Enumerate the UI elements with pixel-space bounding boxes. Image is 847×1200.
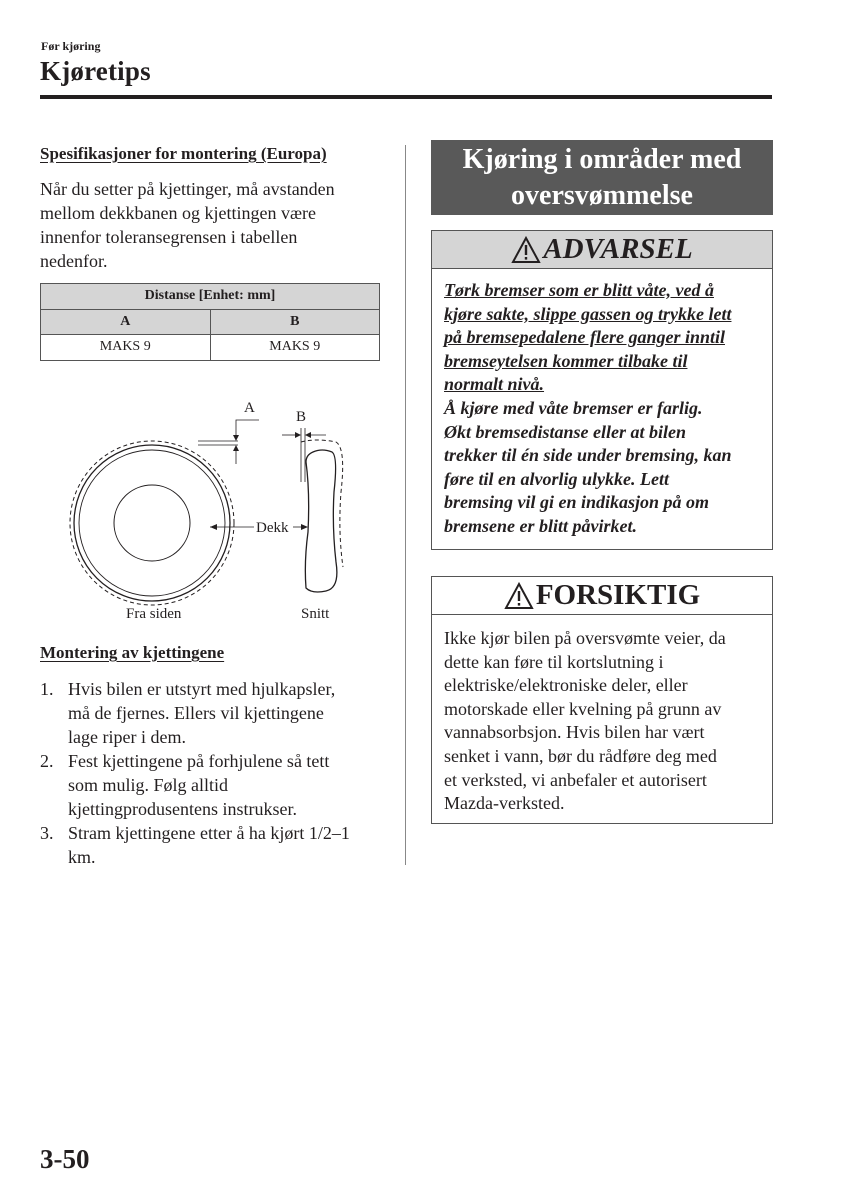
warning-line: føre til en alvorlig ulykke. Lett	[444, 468, 669, 489]
dim-a-arrow-bottom	[233, 445, 239, 451]
banner-line: oversvømmelse	[511, 180, 693, 211]
step-line: kjettingprodusentens instrukser.	[68, 799, 297, 819]
caution-header	[432, 577, 772, 615]
warning-header	[432, 231, 772, 269]
warning-line: bremsing vil gi en indikasjon på om	[444, 492, 710, 513]
mount-heading: Montering av kjettingene	[40, 643, 225, 662]
step-number: 3.	[40, 823, 54, 843]
caution-title: FORSIKTIG	[535, 579, 701, 611]
column-header-b: B	[210, 309, 380, 335]
caution-line: elektriske/elektroniske deler, eller	[444, 675, 688, 696]
caution-box	[431, 576, 773, 824]
spec-line: Når du setter på kjettinger, må avstanden	[40, 179, 335, 199]
step-line: Fest kjettingene på forhjulene så tett	[68, 751, 330, 771]
spec-heading: Spesifikasjoner for montering (Europa)	[40, 144, 327, 163]
table-cell-b: MAKS 9	[210, 335, 380, 361]
warning-underlined-line: bremseytelsen kommer tilbake til	[444, 350, 688, 371]
list-item	[40, 677, 390, 749]
spec-line: nedenfor.	[40, 251, 108, 271]
dim-b-arrow-right	[305, 432, 311, 438]
label-a: A	[244, 400, 255, 416]
caution-triangle-icon	[504, 582, 534, 610]
list-item	[40, 749, 390, 821]
section-banner	[431, 140, 773, 215]
table-header: Distanse [Enhet: mm]	[41, 284, 380, 310]
step-line: Stram kjettingene etter å ha kjørt 1/2–1	[68, 823, 350, 843]
dim-a-arrow-top	[233, 435, 239, 441]
section-label: Før kjøring	[41, 39, 101, 53]
distance-table	[40, 283, 380, 361]
spec-line: innenfor toleransegrensen i tabellen	[40, 227, 298, 247]
tire-outer-circle	[74, 445, 230, 601]
list-item	[40, 821, 390, 869]
warning-line: bremsene er blitt påvirket.	[444, 515, 637, 536]
tire-inner-circle	[79, 450, 225, 596]
dim-a-leader	[236, 420, 259, 438]
header-rule	[40, 95, 772, 99]
warning-title: ADVARSEL	[543, 233, 693, 265]
column-divider	[405, 145, 406, 865]
warning-body	[432, 269, 772, 539]
page-title: Kjøretips	[40, 56, 151, 86]
caution-line: et verksted, vi anbefaler et autorisert	[444, 769, 707, 790]
caption-section: Snitt	[301, 606, 330, 622]
caution-body	[432, 615, 772, 816]
caution-line: senket i vann, bør du rådføre deg med	[444, 745, 717, 766]
spec-paragraph	[40, 177, 390, 273]
caution-line: Mazda-verksted.	[444, 793, 565, 814]
caution-line: dette kan føre til kortslutning i	[444, 651, 664, 672]
table-cell-a: MAKS 9	[41, 335, 211, 361]
step-line: som mulig. Følg alltid	[68, 775, 229, 795]
label-dekk: Dekk	[256, 520, 289, 536]
step-number: 2.	[40, 751, 54, 771]
step-line: må de fjernes. Ellers vil kjettingene	[68, 703, 324, 723]
spec-line: mellom dekkbanen og kjettingen være	[40, 203, 316, 223]
dim-b-arrow-left	[295, 432, 301, 438]
wheel-rim-circle	[114, 485, 190, 561]
step-line: lage riper i dem.	[68, 727, 186, 747]
warning-underlined-line: på bremsepedalene flere ganger inntil	[444, 327, 725, 348]
warning-triangle-icon	[511, 236, 541, 264]
caution-line: vannabsorbsjon. Hvis bilen har vært	[444, 722, 705, 743]
page-number: 3-50	[40, 1144, 90, 1174]
chain-dashed-circle	[70, 441, 234, 605]
mount-steps-list	[40, 677, 390, 869]
dekk-arrow-left	[210, 524, 217, 530]
step-line: Hvis bilen er utstyrt med hjulkapsler,	[68, 679, 336, 699]
warning-underlined-line: Tørk bremser som er blitt våte, ved å	[444, 280, 714, 300]
caution-line: Ikke kjør bilen på oversvømte veier, da	[444, 628, 726, 648]
tire-section-outline	[305, 450, 337, 592]
warning-underlined-line: kjøre sakte, slippe gassen og trykke lett	[444, 303, 732, 324]
step-line: km.	[68, 847, 96, 867]
column-header-a: A	[41, 309, 211, 335]
chain-section-dashed	[301, 440, 343, 567]
warning-underlined-line: normalt nivå.	[444, 374, 545, 395]
warning-box	[431, 230, 773, 550]
warning-line: trekker til én side under bremsing, kan	[444, 445, 732, 466]
tire-chain-diagram	[60, 392, 360, 628]
warning-line: Å kjøre med våte bremser er farlig.	[444, 397, 703, 418]
dekk-arrow-right	[301, 524, 308, 530]
caution-line: motorskade eller kvelning på grunn av	[444, 698, 722, 719]
caption-side-view: Fra siden	[126, 606, 182, 622]
banner-line: Kjøring i områder med	[462, 144, 742, 175]
step-number: 1.	[40, 679, 54, 699]
label-b: B	[296, 409, 307, 425]
warning-line: Økt bremsedistanse eller at bilen	[444, 421, 686, 442]
